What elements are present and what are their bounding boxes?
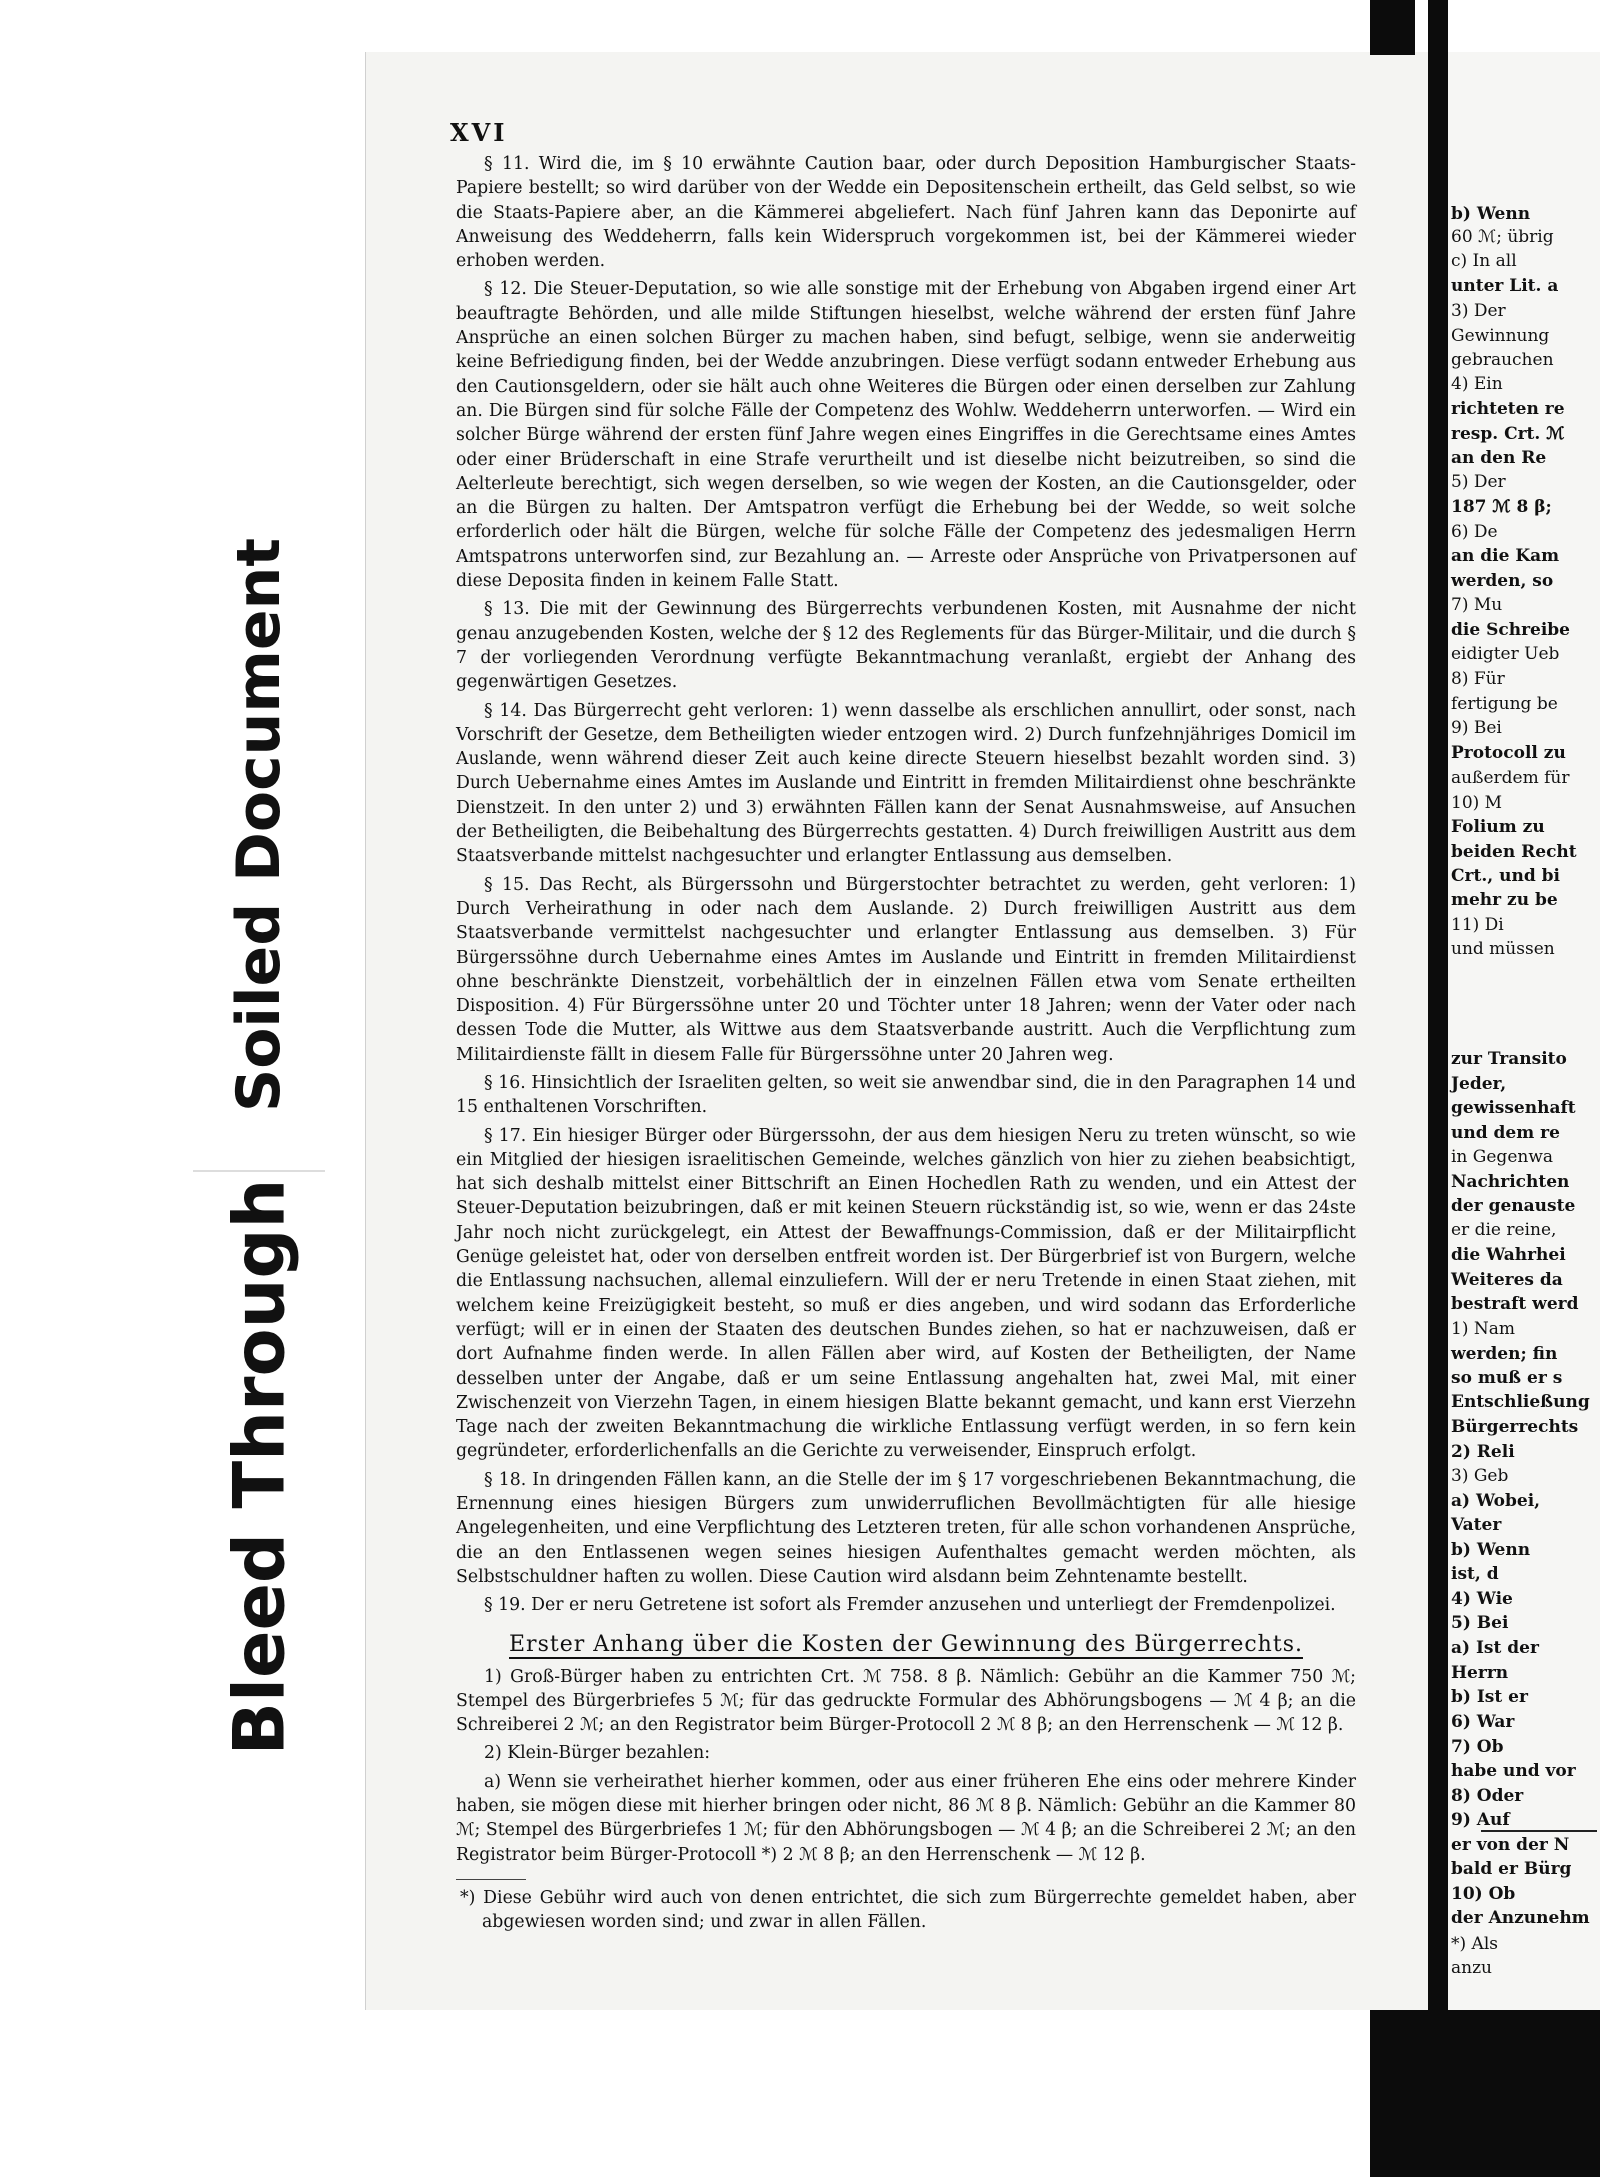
paragraph-11: § 11. Wird die, im § 10 erwähnte Caution baar, oder durch Deposition Hamburgischer Staats-Papiere bestellt; so wird darüber von der Wedde ein Depositenschein ertheilt, das Geld selbst, so wie die Staats-Papiere aber, an die Kämmerei abgeliefert. Nach fünf Jahren kann das Deponirte auf Anweisung des Weddeherrn, falls kein Widerspruch vorgekommen ist, bei der Kämmerei wieder erhoben werden. xyxy=(456,154,1356,272)
adjacent-page-line: bestraft werd xyxy=(1451,1294,1579,1314)
binding-bar xyxy=(1370,0,1415,55)
adjacent-page-line: außerdem für xyxy=(1451,768,1570,788)
adjacent-page-line: 7) Ob xyxy=(1451,1737,1504,1757)
adjacent-page-line: Crt., und bi xyxy=(1451,866,1560,886)
adjacent-page-line: Vater xyxy=(1451,1515,1502,1535)
adjacent-page-line: er von der N xyxy=(1451,1835,1570,1855)
adjacent-page-line: b) Wenn xyxy=(1451,1540,1531,1560)
adjacent-page-line: a) Ist der xyxy=(1451,1638,1539,1658)
adjacent-page-line: 3) Der xyxy=(1451,301,1506,321)
adjacent-page-line: er die reine, xyxy=(1451,1220,1557,1240)
adjacent-page-line: und dem re xyxy=(1451,1123,1560,1143)
footnote-rule xyxy=(456,1879,526,1880)
adjacent-page-line: in Gegenwa xyxy=(1451,1147,1554,1167)
adjacent-page-line: und müssen xyxy=(1451,939,1555,959)
adjacent-page-line: unter Lit. a xyxy=(1451,276,1559,296)
adjacent-page-line: c) In all xyxy=(1451,251,1517,271)
adjacent-page-line: an die Kam xyxy=(1451,546,1560,566)
adjacent-page-line: eidigter Ueb xyxy=(1451,644,1560,664)
adjacent-page-line: resp. Crt. ℳ xyxy=(1451,424,1565,444)
adjacent-page-line: habe und vor xyxy=(1451,1761,1576,1781)
adjacent-page-line: der Anzunehm xyxy=(1451,1908,1590,1928)
appendix-item-2a: a) Wenn sie verheirathet hierher kommen, oder aus einer früheren Ehe eins oder mehrere Kinder haben, sie mögen diese mit hierher bringen oder nicht, 86 ℳ 8 β. Nämlich: Gebühr an die Kammer 80 ℳ; Stempel des Bürgerbriefes 1 ℳ; für den Abhörungsbogen — ℳ 4 β; an die Schreiberei 2 ℳ; an den Registrator beim Bürger-Protocoll *) 2 ℳ 8 β; an den Herrenschenk — ℳ 12 β. xyxy=(456,1771,1356,1865)
paragraph-13: § 13. Die mit der Gewinnung des Bürgerrechts verbundenen Kosten, mit Ausnahme der nicht genau anzugebenden Kosten, welche der § 12 des Reglements für das Bürger-Militair, und die durch § 7 der vorliegenden Verordnung verfügte Bekanntmachung veranlaßt, ergiebt der Anhang des gegenwärtigen Gesetzes. xyxy=(456,599,1356,693)
adjacent-page-line: 5) Bei xyxy=(1451,1613,1509,1633)
adjacent-page-line: 9) Auf xyxy=(1451,1810,1510,1830)
adjacent-page-line: gebrauchen xyxy=(1451,350,1554,370)
adjacent-page-line: der genauste xyxy=(1451,1196,1576,1216)
adjacent-page-line: 1) Nam xyxy=(1451,1319,1515,1339)
adjacent-page-line: b) Ist er xyxy=(1451,1687,1528,1707)
binding-bar xyxy=(1428,0,1448,2177)
adjacent-page-line: 3) Geb xyxy=(1451,1466,1509,1486)
adjacent-page-line: 6) De xyxy=(1451,522,1498,542)
adjacent-page-line: zur Transito xyxy=(1451,1049,1567,1069)
footnote: *) Diese Gebühr wird auch von denen entrichtet, die sich zum Bürgerrechte gemeldet haben, aber abgewiesen worden sind; und zwar in allen Fällen. xyxy=(460,1887,1356,1933)
adjacent-page-line: Gewinnung xyxy=(1451,326,1550,346)
adjacent-page-line: 8) Oder xyxy=(1451,1786,1524,1806)
paragraph-17: § 17. Ein hiesiger Bürger oder Bürgerssohn, der aus dem hiesigen Neru zu treten wünscht, so wie ein Mitglied der hiesigen israelitischen Gemeinde, welches gänzlich von hier zu ziehen beabsichtigt, hat sich deshalb mittelst einer Bittschrift an Einen Hochedlen Rath zu wenden, und ein Attest der Steuer-Deputation beizubringen, daß er mit keinen Steuern rückständig ist, so wie, wenn er das 24ste Jahr noch nicht zurückgelegt, ein Attest der Bewaffnungs-Commission, daß er der Militairpflicht Genüge geleistet hat, oder von derselben entfreit worden ist. Der Bürgerbrief ist von Burgern, welche die Entlassung nachsuchen, allemal einzuliefern. Will der er neru Tretende in einen Staat ziehen, mit welchem keine Freizügigkeit besteht, so muß er dies angeben, und wird sodann das Erforderliche verfügt; will er in einen der Staaten des deutschen Bundes ziehen, so hat er nachzuweisen, daß er dort Aufnahme finden werde. In allen Fällen aber wird, auf Kosten der Betheiligten, der Name desselben unter der Angabe, daß er um seine Entlassung angehalten hat, zwei Mal, mit einer Zwischenzeit von Vierzehn Tagen, in einem hiesigen Blatte bekannt gemacht, und kann erst Vierzehn Tage nach der zweiten Bekanntmachung die wirkliche Entlassung verfügt werden, in so fern kein gegründeter, erforderlichenfalls an die Gerichte zu verweisender, Einspruch erfolgt. xyxy=(456,1125,1356,1462)
adjacent-page-line: 10) Ob xyxy=(1451,1884,1516,1904)
adjacent-page-line: 7) Mu xyxy=(1451,595,1503,615)
adjacent-page-line: 4) Ein xyxy=(1451,374,1503,394)
paragraph-15: § 15. Das Recht, als Bürgerssohn und Bürgerstochter betrachtet zu werden, geht verloren: 1) Durch Verheirathung in oder nach dem Auslande. 2) Durch freiwilligen Austritt aus dem Staatsverbande vermittelst nachgesuchter und erlangter Entlassung aus demselben. 3) Für Bürgerssöhne durch Uebernahme eines Amtes im Auslande und Eintritt in fremden Militairdienst ohne beschränkte Dienstzeit, vorbehältlich der in einzelnen Fällen etwa vom Senate ertheilten Disposition. 4) Für Bürgerssöhne unter 20 und Töchter unter 18 Jahren; wenn der Vater oder nach dessen Tode die Mutter, als Wittwe aus dem Staatsverbande austritt. Auch die Verpflichtung zum Militairdienste fällt in diesem Falle für Bürgerssöhne unter 20 Jahren weg. xyxy=(456,874,1356,1065)
adjacent-page-line: *) Als xyxy=(1451,1934,1498,1954)
adjacent-page-line: Herrn xyxy=(1451,1663,1509,1683)
adjacent-page-line: fertigung be xyxy=(1451,694,1558,714)
page-number: XVI xyxy=(450,118,508,147)
adjacent-page-line: 2) Reli xyxy=(1451,1442,1515,1462)
page-body xyxy=(456,152,1356,1938)
adjacent-page xyxy=(1447,52,1600,2012)
adjacent-page-line: Entschließung xyxy=(1451,1392,1590,1412)
document-page xyxy=(365,52,1430,2010)
adjacent-page-line: ist, d xyxy=(1451,1564,1499,1584)
adjacent-page-line: werden, so xyxy=(1451,571,1554,591)
adjacent-page-line: gewissenhaft xyxy=(1451,1098,1576,1118)
paragraph-14: § 14. Das Bürgerrecht geht verloren: 1) wenn dasselbe als erschlichen annullirt, oder sonst, nach Vorschrift der Gesetze, dem Betheiligten wieder entzogen wird. 2) Durch funfzehnjähriges Domicil im Auslande, wenn während dieser Zeit auch keine directe Steuern hieselbst bezahlt worden sind. 3) Durch Uebernahme eines Amtes im Auslande und Eintritt in fremden Militairdienst ohne beschränkte Dienstzeit. In den unter 2) und 3) erwähnten Fällen kann der Senat Ausnahmsweise, auf Ansuchen der Betheiligten, die Beibehaltung des Bürgerrechts gestatten. 4) Durch freiwilligen Austritt aus dem Staatsverbande mittelst nachgesuchter und erlangter Entlassung aus demselben. xyxy=(456,700,1356,867)
adjacent-page-line: 4) Wie xyxy=(1451,1589,1513,1609)
paragraph-19: § 19. Der er neru Getretene ist sofort als Fremder anzusehen und unterliegt der Fremdenpolizei. xyxy=(484,1595,1336,1616)
adjacent-page-line: 5) Der xyxy=(1451,472,1506,492)
paragraph-18: § 18. In dringenden Fällen kann, an die Stelle der im § 17 vorgeschriebenen Bekanntmachung, die Ernennung eines hiesigen Bürgers zum unwiderruflichen Bevollmächtigten für alle hiesige Angelegenheiten, und eine Verpflichtung des Letzteren treten, für alle schon vorhandenen Ansprüche, die an den Entlassenen wegen seines hiesigen Aufenthaltes gemacht werden möchten, als Selbstschuldner haften zu wollen. Diese Caution wird alsdann beim Zehntenamte bestellt. xyxy=(456,1469,1356,1587)
adjacent-page-rule xyxy=(1481,1830,1597,1832)
adjacent-page-line: werden; fin xyxy=(1451,1344,1558,1364)
adjacent-page-line: mehr zu be xyxy=(1451,890,1558,910)
adjacent-page-line: die Schreibe xyxy=(1451,620,1570,640)
adjacent-page-line: an den Re xyxy=(1451,448,1547,468)
adjacent-page-line: Jeder, xyxy=(1451,1074,1507,1094)
adjacent-page-line: 10) M xyxy=(1451,793,1503,813)
adjacent-page-line: Folium zu xyxy=(1451,817,1545,837)
adjacent-page-line: b) Wenn xyxy=(1451,204,1531,224)
bleed-through-text: Bleed Through xyxy=(218,1178,300,1756)
adjacent-page-line: die Wahrhei xyxy=(1451,1245,1566,1265)
adjacent-page-line: 9) Bei xyxy=(1451,718,1502,738)
adjacent-page-line: beiden Recht xyxy=(1451,842,1577,862)
bleed-through-label xyxy=(193,1170,325,1762)
adjacent-page-line: Nachrichten xyxy=(1451,1172,1570,1192)
appendix-item-2: 2) Klein-Bürger bezahlen: xyxy=(484,1743,711,1764)
adjacent-page-line: so muß er s xyxy=(1451,1368,1563,1388)
adjacent-page-line: 187 ℳ 8 β; xyxy=(1451,497,1552,517)
adjacent-page-line: 60 ℳ; übrig xyxy=(1451,227,1554,247)
paragraph-12: § 12. Die Steuer-Deputation, so wie alle sonstige mit der Erhebung von Abgaben irgend einer Art beauftragte Behörden, und alle milde Stiftungen hieselbst, welche während der ersten fünf Jahre Ansprüche an einen solchen Bürger zu machen haben, sind befugt, selbige, wenn sie anderweitig keine Befriedigung finden, bei der Wedde anzubringen. Diese verfügt sodann entweder Erhebung aus den Cautionsgeldern, oder sie hält auch ohne Weiteres die Bürgen oder einen derselben zur Zahlung an. Die Bürgen sind für solche Fälle der Competenz des Wohlw. Weddeherrn unterworfen. — Wird ein solcher Bürge während der ersten fünf Jahre wegen eines Eingriffes in die Gerechtsame eines Amtes oder einer Brüderschaft in eine Strafe verurtheilt und ist dieselbe nicht beizutreiben, so sind die Aelterleute berechtigt, sich wegen derselben, so wie wegen der Kosten, an die Cautionsgelder, oder an die Bürgen zu halten. Der Amtspatron verfügt die Erhebung bei der Wedde, so weit solche erforderlich oder hält die Bürgen, welche für solche Fälle der Competenz des jedesmaligen Herrn Amtspatrons unterworfen sind, zur Bezahlung an. — Arreste oder Ansprüche von Privatpersonen auf diese Deposita finden in keinem Falle Statt. xyxy=(456,279,1356,592)
adjacent-page-line: anzu xyxy=(1451,1958,1492,1978)
adjacent-page-line: 6) War xyxy=(1451,1712,1515,1732)
adjacent-page-line: a) Wobei, xyxy=(1451,1491,1541,1511)
soiled-document-label xyxy=(193,525,325,1125)
binding-bar xyxy=(1370,2010,1600,2177)
adjacent-page-line: 11) Di xyxy=(1451,915,1504,935)
adjacent-page-line: 8) Für xyxy=(1451,669,1505,689)
appendix-item-1: 1) Groß-Bürger haben zu entrichten Crt. ℳ 758. 8 β. Nämlich: Gebühr an die Kammer 750 ℳ; Stempel des Bürgerbriefes 5 ℳ; für das gedruckte Formular des Abhörungsbogens — ℳ 4 β; an die Schreiberei 2 ℳ; an den Registrator beim Bürger-Protocoll 2 ℳ 8 β; an den Herrenschenk — ℳ 12 β. xyxy=(456,1666,1356,1736)
adjacent-page-line: Protocoll zu xyxy=(1451,743,1566,763)
adjacent-page-line: Bürgerrechts xyxy=(1451,1417,1579,1437)
soiled-document-text: Soiled Document xyxy=(224,537,295,1113)
appendix-title: Erster Anhang über die Kosten der Gewinnung des Bürgerrechts. xyxy=(509,1631,1303,1657)
adjacent-page-line: bald er Bürg xyxy=(1451,1859,1572,1879)
adjacent-page-line: Weiteres da xyxy=(1451,1270,1563,1290)
adjacent-page-line: richteten re xyxy=(1451,399,1565,419)
paragraph-16: § 16. Hinsichtlich der Israeliten gelten, so weit sie anwendbar sind, die in den Paragraphen 14 und 15 enthaltenen Vorschriften. xyxy=(456,1072,1356,1118)
